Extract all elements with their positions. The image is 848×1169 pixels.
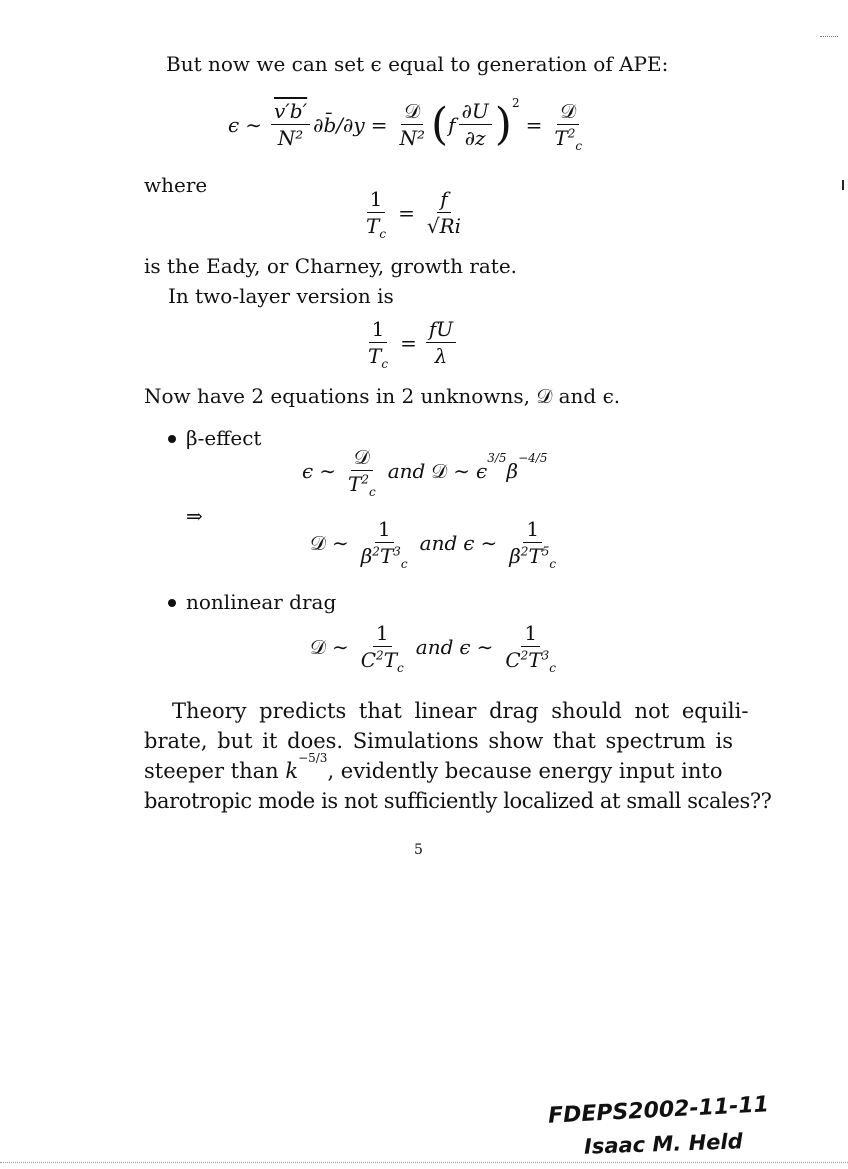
intro-line: But now we can set ϵ equal to generation of APE:	[166, 52, 669, 76]
equation-two-layer	[362, 317, 459, 371]
d-numerator-2: 𝒟	[557, 100, 579, 125]
closing-line-2: brate, but it does. Simulations show that spectrum is	[144, 729, 734, 753]
flux-denominator: N²	[277, 126, 304, 150]
fraction-flux	[271, 100, 310, 149]
footer-course-tag: FDEPS2002-11-11	[547, 1092, 770, 1129]
fraction-one-over-tc-2	[365, 317, 391, 371]
fraction-c2-tc3: $\frac{1}{C^2T^3_c}$	[505, 621, 557, 675]
gradient-term: ∂b̄/∂y	[313, 112, 365, 137]
equation-drag-result: 𝒟 ∼ $\frac{1}{C^2T_c}$ and ϵ ∼ $\frac{1}{C^2T^3_c}$	[310, 622, 562, 671]
implies-arrow: ⇒	[186, 504, 203, 528]
shear-denominator: ∂z	[464, 126, 486, 150]
page-number: 5	[414, 842, 423, 858]
eady-growth-line: is the Eady, or Charney, growth rate.	[144, 254, 518, 278]
symbol-equals: =	[370, 112, 388, 137]
symbol-equals-2: =	[525, 112, 543, 137]
equation-beta-balance: ϵ ∼ $\frac{\text{𝒟}}{T^2_c}$ and 𝒟 ∼ $\epsilon^{3/5}\beta^{-4/5}$	[302, 445, 548, 499]
fraction-d-over-n2	[396, 100, 428, 149]
closing-line-3: steeper than $k^{-5/3}$, evidently because energy input into	[144, 751, 723, 783]
n2-denominator: N²	[399, 126, 425, 150]
fraction-beta-tc3: $\frac{1}{\beta^2T^3_c}$	[360, 517, 408, 571]
and-word: and	[387, 458, 426, 483]
fu-numerator: fU	[426, 318, 456, 343]
fraction-one-over-tc	[363, 187, 389, 241]
symbol-f: f	[448, 112, 456, 137]
fraction-d-over-tc2	[551, 99, 585, 153]
unknowns-line: Now have 2 equations in 2 unknowns, 𝒟 and ϵ.	[144, 384, 621, 408]
symbol-equals-3: =	[398, 200, 415, 225]
scan-mark-right	[842, 180, 844, 190]
fraction-shear	[459, 100, 492, 149]
fraction-c2-tc: $\frac{1}{C^2T_c}$	[360, 621, 404, 675]
scan-mark-top	[820, 36, 838, 37]
closing-line-1: Theory predicts that linear drag should not equili-	[172, 699, 749, 723]
fraction-d-over-tc2-beta: $\frac{\text{𝒟}}{T^2_c}$	[347, 445, 376, 499]
fraction-fu-over-lambda	[426, 318, 456, 367]
footer-author: Isaac M. Held	[583, 1129, 744, 1159]
one-numerator: 1	[367, 188, 386, 213]
fraction-f-over-sqrt-ri	[424, 188, 464, 237]
beta-effect-label: β-effect	[186, 426, 262, 450]
fraction-beta-tc5: $\frac{1}{\beta^2T^5_c}$	[509, 517, 557, 571]
lambda-denominator: λ	[434, 344, 448, 368]
shear-numerator: ∂U	[459, 100, 492, 125]
symbol-equals-4: =	[400, 330, 417, 355]
eps-power: $\epsilon^{3/5}\beta^{-4/5}$	[476, 450, 548, 483]
equation-growth-rate	[360, 187, 467, 241]
two-layer-line: In two-layer version is	[168, 284, 394, 308]
one-numerator-2: 1	[369, 318, 388, 343]
sqrt-ri-denominator: √Ri	[426, 214, 462, 238]
equation-beta-result: 𝒟 ∼ $\frac{1}{\beta^2T^3_c}$ and ϵ ∼ $\frac{1}{\beta^2T^5_c}$	[310, 518, 562, 567]
paren-open: (	[430, 98, 449, 150]
scan-bottom-edge	[0, 1162, 848, 1163]
tc-denominator-2: $T_c$	[368, 344, 389, 371]
symbol-sim: ∼	[245, 112, 262, 137]
f-numerator: f	[437, 188, 450, 213]
closing-line-4: barotropic mode is not sufficiently localized at small scales??	[144, 789, 772, 813]
tc2-denominator: $T^2_c$	[554, 126, 583, 153]
flux-numerator: v′b′	[271, 100, 310, 125]
paren-close: )	[494, 98, 512, 150]
bullet-nonlinear-drag	[168, 599, 176, 607]
where-label: where	[144, 173, 208, 197]
nonlinear-drag-label: nonlinear drag	[186, 590, 337, 614]
equation-ape-generation: ϵ ∼ $\frac{v'b'}{\text{N²}}$ ∂b̄/∂y = $\frac{\text{𝒟}}{\text{N²}}$ ( f $\frac{\partial U}{\partial z}$ ) $^2$ = $\frac{\text{𝒟}}{T^2_c}$	[228, 100, 588, 149]
symbol-epsilon: ϵ	[228, 112, 240, 137]
tc-denominator: $T_c$	[366, 214, 387, 241]
bullet-beta-effect	[168, 435, 176, 443]
d-numerator: 𝒟	[401, 100, 423, 125]
